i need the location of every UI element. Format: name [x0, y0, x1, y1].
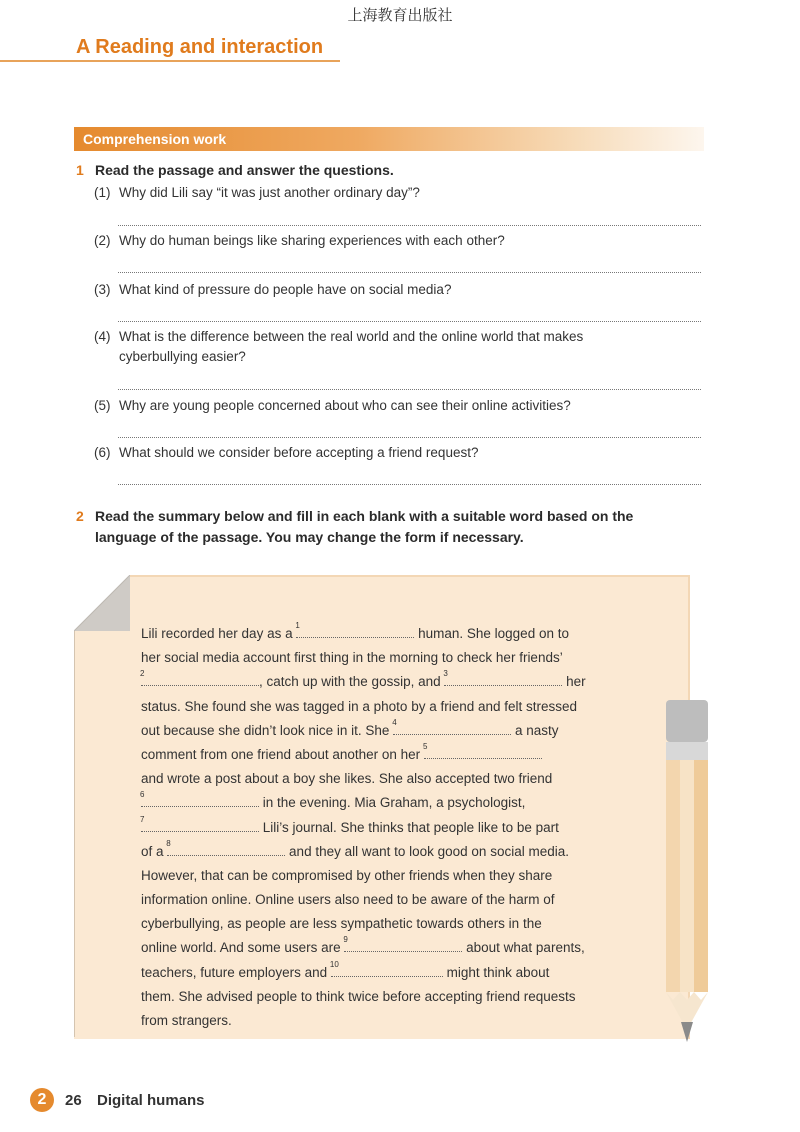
- question-number: 1: [76, 162, 84, 178]
- summary-text: online world. And some users are: [141, 940, 341, 956]
- summary-text: comment from one friend about another on her: [141, 746, 421, 762]
- blank-number: 9: [343, 935, 348, 945]
- blank-4[interactable]: [392, 717, 511, 735]
- sub-question-number: (5): [94, 398, 111, 413]
- sub-question-text: Why did Lili say “it was just another ordinary day”?: [119, 185, 420, 200]
- summary-text: , catch up with the gossip, and: [259, 674, 441, 690]
- answer-line[interactable]: [118, 272, 701, 273]
- summary-text: teachers, future employers and: [141, 964, 328, 980]
- comprehension-label: Comprehension work: [83, 131, 227, 147]
- question-1-heading: [76, 160, 394, 181]
- summary-text: Lili recorded her day as a: [141, 626, 293, 641]
- summary-text: However, that can be compromised by other friends when they share: [141, 867, 553, 883]
- summary-text: them. She advised people to think twice before accepting friend requests: [141, 988, 576, 1004]
- blank-7[interactable]: [140, 814, 259, 832]
- summary-text: human. She logged on to: [414, 626, 569, 641]
- blank-number: 1: [295, 621, 300, 630]
- pencil-icon: [664, 700, 712, 1050]
- sub-question-text: What is the difference between the real world and the online world that makes cyberbullying easier?: [119, 329, 584, 364]
- summary-text: about what parents,: [462, 940, 585, 956]
- blank-1[interactable]: [296, 623, 414, 638]
- summary-text: a nasty: [511, 722, 559, 738]
- sub-question-text: What kind of pressure do people have on social media?: [119, 282, 452, 297]
- summary-text: her social media account first thing in the morning to check her friends’: [141, 650, 563, 666]
- summary-text: from strangers.: [141, 1013, 232, 1028]
- section-underline: [0, 60, 340, 62]
- blank-number: 8: [166, 838, 171, 848]
- summary-text: cyberbullying, as people are less sympathetic towards others in the: [141, 916, 542, 932]
- summary-text: out because she didn’t look nice in it. She: [141, 722, 390, 738]
- question-instruction: Read the passage and answer the questions.: [95, 162, 394, 178]
- summary-text: status. She found she was tagged in a photo by a friend and felt stressed: [141, 698, 578, 714]
- question-2-heading: [76, 506, 634, 545]
- summary-text: in the evening. Mia Graham, a psychologist,: [259, 795, 526, 811]
- blank-10[interactable]: [329, 959, 443, 977]
- summary-text: and wrote a post about a boy she likes. She also accepted two friend: [141, 771, 553, 787]
- blank-number: 2: [140, 669, 145, 679]
- summary-text: and they all want to look good on social media.: [285, 843, 569, 859]
- unit-badge: 2: [30, 1088, 54, 1112]
- answer-line[interactable]: [118, 484, 701, 485]
- summary-passage: [141, 622, 621, 1033]
- question-instruction: Read the summary below and fill in each blank with a suitable word based on the language of the passage. You may change the form if necessary.: [95, 508, 634, 545]
- answer-line[interactable]: [118, 389, 701, 390]
- sub-question-number: (3): [94, 282, 111, 297]
- question-number: 2: [76, 508, 84, 524]
- note-left-edge: [74, 631, 75, 1037]
- note-folded-corner: [74, 575, 130, 631]
- sub-question-text: Why do human beings like sharing experiences with each other?: [119, 233, 505, 248]
- blank-8[interactable]: [166, 838, 285, 856]
- sub-question-number: (6): [94, 445, 111, 460]
- blank-3[interactable]: [444, 671, 562, 686]
- summary-text: of a: [141, 843, 164, 859]
- answer-line[interactable]: [118, 321, 701, 322]
- blank-6[interactable]: [141, 792, 259, 807]
- section-title: A Reading and interaction: [76, 36, 324, 58]
- summary-text: might think about: [442, 964, 550, 980]
- blank-5[interactable]: [422, 741, 542, 759]
- page-number: 26: [65, 1092, 82, 1109]
- sub-question-number: (1): [94, 185, 111, 200]
- sub-question-number: (2): [94, 233, 111, 248]
- blank-number: 6: [140, 790, 145, 800]
- summary-text: Lili’s journal. She thinks that people like to be part: [259, 819, 559, 835]
- summary-text: her: [562, 674, 586, 690]
- sub-question-text: Why are young people concerned about who can see their online activities?: [119, 398, 571, 413]
- sub-question-number: (4): [94, 329, 111, 344]
- blank-number: 5: [422, 741, 428, 751]
- blank-number: 3: [443, 669, 448, 679]
- unit-title: Digital humans: [97, 1092, 205, 1109]
- blank-number: 7: [140, 814, 145, 824]
- answer-line[interactable]: [118, 225, 701, 226]
- blank-number: 10: [329, 959, 339, 969]
- answer-line[interactable]: [118, 437, 701, 438]
- comprehension-bar: [74, 127, 704, 151]
- summary-text: information online. Online users also need to be aware of the harm of: [141, 892, 555, 908]
- publisher-name: 上海教育出版社: [347, 6, 453, 24]
- blank-number: 4: [392, 717, 397, 727]
- blank-9[interactable]: [344, 937, 462, 952]
- blank-2[interactable]: [141, 671, 259, 686]
- sub-question-text: What should we consider before accepting a friend request?: [119, 445, 479, 460]
